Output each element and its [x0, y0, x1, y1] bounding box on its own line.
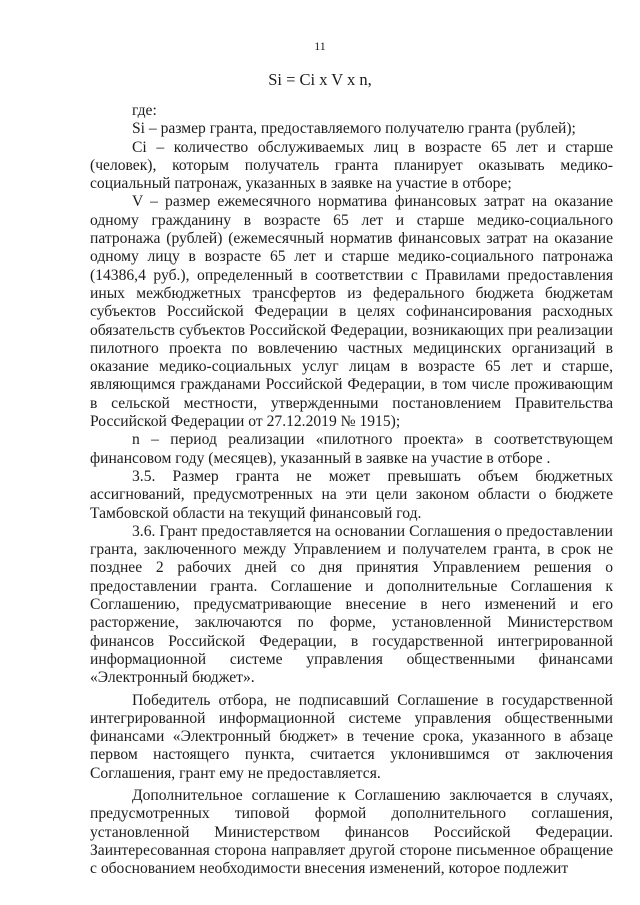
page-number: 11 [314, 39, 326, 53]
paragraph-si-definition: Si – размер гранта, предоставляемого получателю гранта (рублей); [132, 120, 576, 138]
paragraph-n-definition: n – период реализации «пилотного проекта» в соответствующем финансовом году (месяцев), указанный в заявке на участие в отборе . [90, 431, 613, 467]
paragraph-v-definition: V – размер ежемесячного норматива финансовых затрат на оказание одному гражданину в возрасте 65 лет и старше медико-социального патронажа (рублей) (ежемесячный норматив финансовых затрат на оказание одному лицу в возрасте 65 лет и старше медико-социального патронажа (14386,4 руб.), определенный в соответствии с Правилами предоставления иных межбюджетных трансфертов из федерального бюджета бюджетам субъектов Российской Федерации в целях софинансирования расходных обязательств субъектов Российской Федерации, возникающих при реализации пилотного проекта по вовлечению частных медицинских организаций в оказание медико-социальных услуг лицам в возрасте 65 лет и старше, являющимся гражданами Российской Федерации, в том числе проживающим в сельской местности, утвержденными постановлением Правительства Российской Федерации от 27.12.2019 № 1915); [90, 193, 613, 431]
paragraph-where: где: [132, 102, 157, 119]
paragraph-additional-agreement: Дополнительное соглашение к Соглашению заключается в случаях, предусмотренных типовой формой дополнительного соглашения, установленной Министерством финансов Российской Федерации. Заинтересованная сторона направляет другой стороне письменное обращение с обоснованием необходимости внесения изменений, которое подлежит [90, 786, 613, 878]
paragraph-3-5: 3.5. Размер гранта не может превышать объем бюджетных ассигнований, предусмотренных на эти цели законом области о бюджете Тамбовской области на текущий финансовый год. [90, 467, 613, 522]
document-body [90, 102, 613, 878]
paragraph-3-6: 3.6. Грант предоставляется на основании Соглашения о предоставлении гранта, заключенного между Управлением и получателем гранта, в срок не позднее 2 рабочих дней со дня принятия Управлением решения о предоставлении гранта. Соглашение и дополнительные Соглашения к Соглашению, предусматривающие внесение в него изменений и его расторжение, заключаются по форме, установленной Министерством финансов Российской Федерации, в государственной интегрированной информационной системе управления общественными финансами «Электронный бюджет». [90, 522, 613, 687]
grant-formula: Si = Ci x V x n, [268, 70, 372, 89]
paragraph-ci-definition: Ci – количество обслуживаемых лиц в возрасте 65 лет и старше (человек), которым получатель гранта планирует оказывать медико-социальный патронаж, указанных в заявке на участие в отборе; [90, 138, 613, 193]
paragraph-winner-refusal: Победитель отбора, не подписавший Соглашение в государственной интегрированной информационной системе управления общественными финансами «Электронный бюджет» в течение срока, указанного в абзаце первом настоящего пункта, считается уклонившимся от заключения Соглашения, грант ему не предоставляется. [90, 691, 613, 782]
